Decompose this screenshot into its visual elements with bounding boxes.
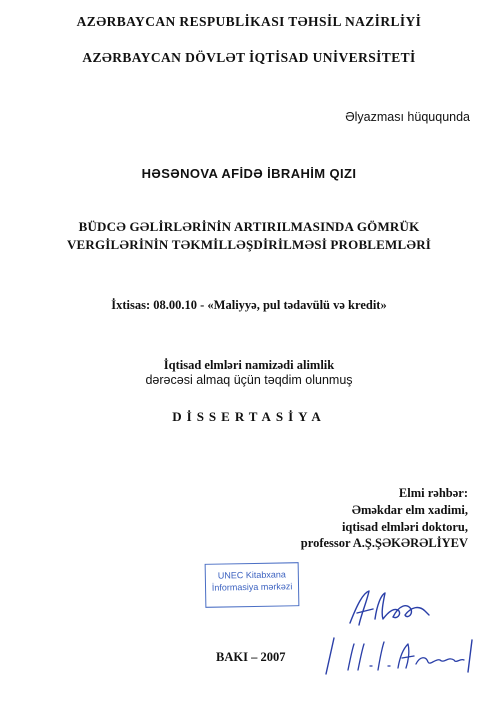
signature-scribble-2 <box>318 630 478 680</box>
manuscript-rights-note: Əlyazması hüququnda <box>345 110 470 124</box>
document-type: DİSSERTASİYA <box>172 409 326 424</box>
stamp-line-2: İnformasiya mərkəzi <box>211 581 293 593</box>
place-year-text: BAKI – 2007 <box>216 650 286 664</box>
supervisor-label: Elmi rəhbər: <box>398 486 468 500</box>
degree-line-2: dərəcəsi almaq üçün təqdim olunmuş <box>145 373 353 387</box>
stamp-line-1: UNEC Kitabxana <box>217 569 286 581</box>
supervisor-name: professor A.Ş.ŞƏKƏRƏLİYEV <box>300 536 468 550</box>
signature-scribble-1 <box>345 585 435 635</box>
supervisor-degree: iqtisad elmləri doktoru, <box>341 520 468 534</box>
degree-line-1: İqtisad elmləri namizədi alimlik <box>163 358 335 372</box>
library-stamp <box>205 562 300 608</box>
specialty-line: İxtisas: 08.00.10 - «Maliyyə, pul tədavülü və kredit» <box>111 298 387 312</box>
dissertation-title-line-2: VERGİLƏRİNİN TƏKMİLLƏŞDİRİLMƏSİ PROBLEMLƏRİ <box>66 237 432 252</box>
ministry-heading: AZƏRBAYCAN RESPUBLİKASI TƏHSİL NAZİRLİYİ <box>76 14 422 29</box>
author-name: HƏSƏNOVA AFİDƏ İBRAHİM QIZI <box>141 166 357 181</box>
dissertation-title-line-1: BÜDCƏ GƏLİRLƏRİNİN ARTIRILMASINDA GÖMRÜK <box>78 219 420 234</box>
university-heading: AZƏRBAYCAN DÖVLƏT İQTİSAD UNİVERSİTETİ <box>82 50 416 65</box>
supervisor-honorific: Əməkdar elm xadimi, <box>351 503 468 517</box>
